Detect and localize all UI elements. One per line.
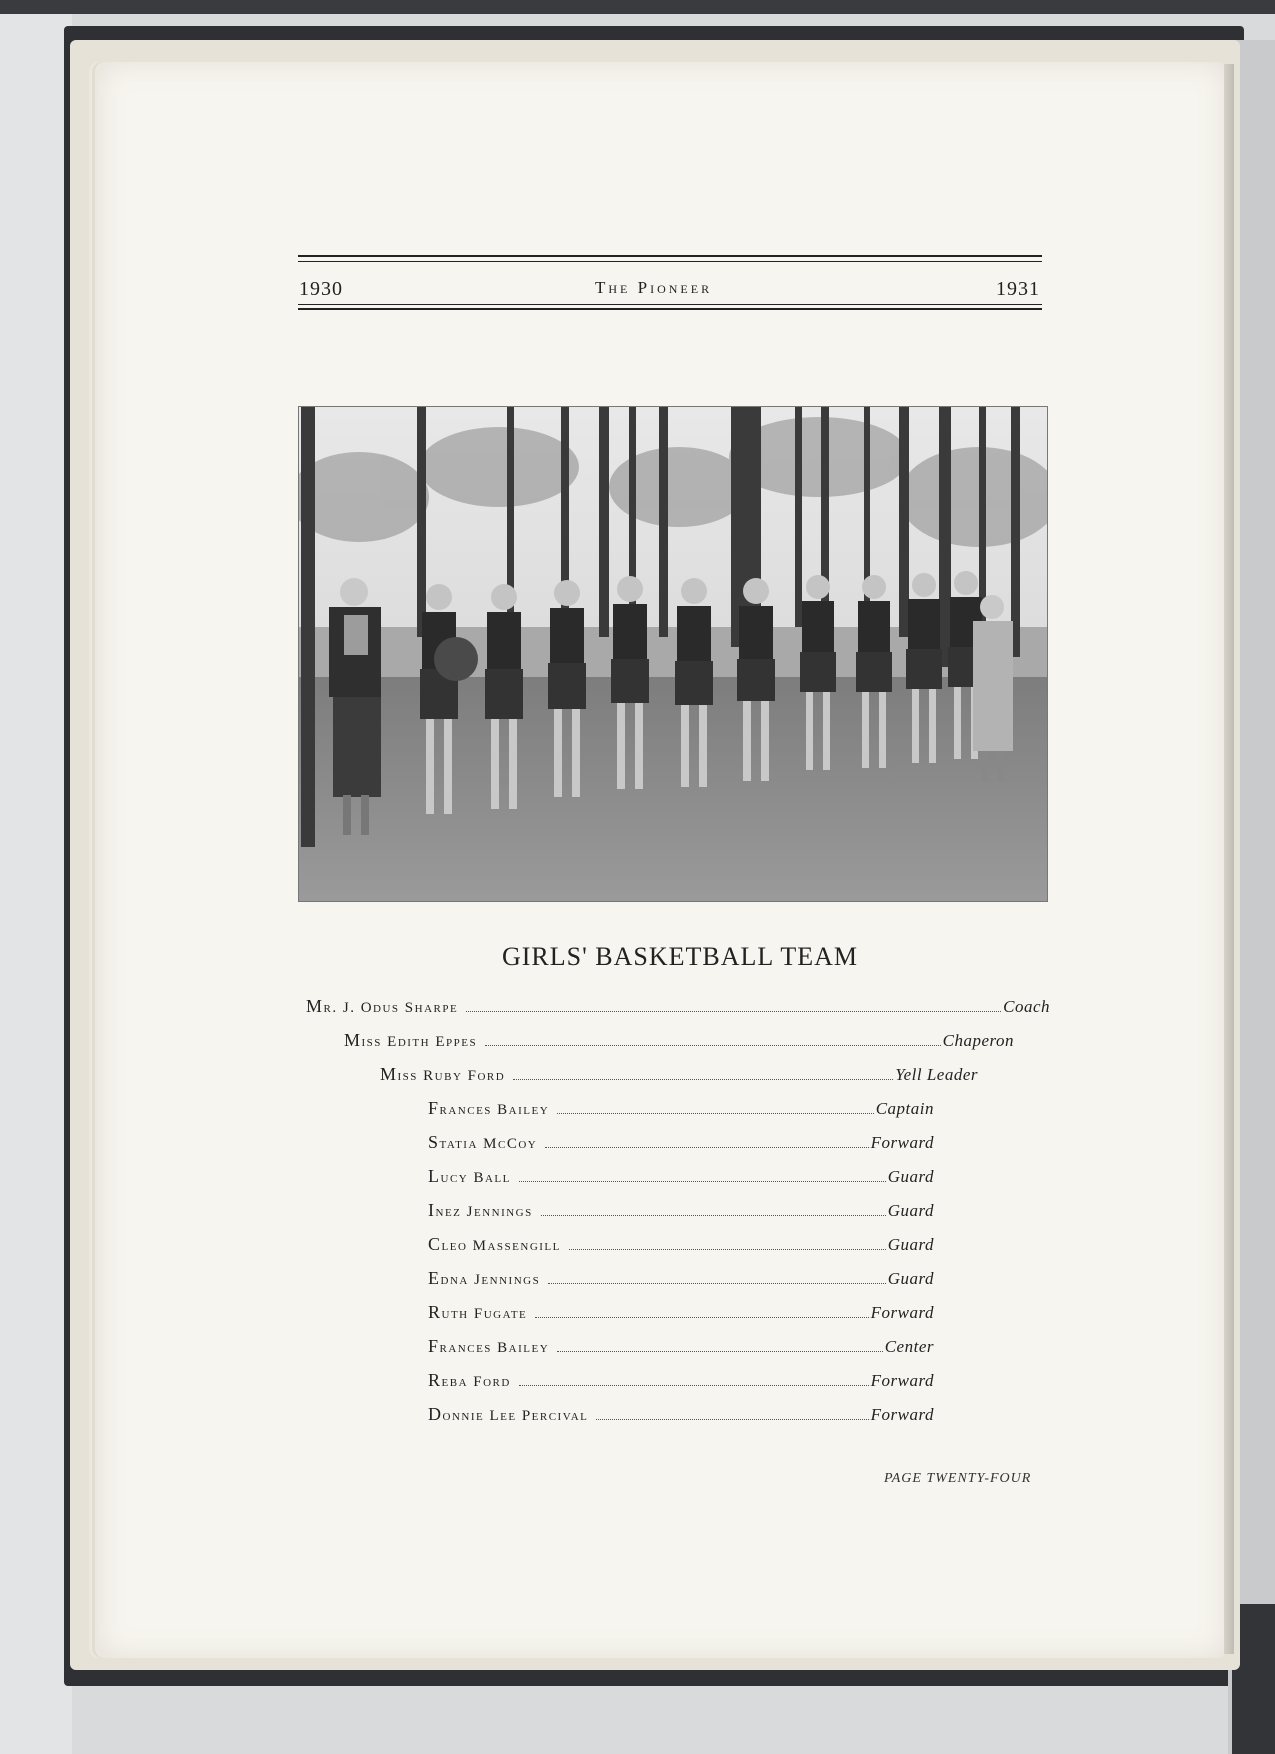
leader-dots: [519, 1180, 886, 1182]
roster-name: Donnie Lee Percival: [428, 1404, 589, 1424]
leader-dots: [545, 1146, 868, 1148]
roster-name: Lucy Ball: [428, 1166, 511, 1186]
roster-row: [428, 1404, 934, 1428]
roster-role: Forward: [870, 1133, 934, 1152]
leader-dots: [548, 1282, 886, 1284]
roster-role: Yell Leader: [895, 1065, 978, 1084]
leader-dots: [541, 1214, 886, 1216]
leader-dots: [535, 1316, 868, 1318]
leader-dots: [519, 1384, 869, 1386]
leader-dots: [569, 1248, 886, 1250]
roster-row: [428, 1098, 934, 1122]
roster-name: Frances Bailey: [428, 1098, 550, 1118]
roster-row: [344, 1030, 1014, 1054]
running-title: The Pioneer: [595, 278, 713, 297]
roster-role: Forward: [870, 1405, 934, 1424]
scan-background: [0, 14, 72, 1754]
roster-name: Cleo Massengill: [428, 1234, 561, 1254]
page-number: PAGE TWENTY-FOUR: [884, 1471, 1032, 1486]
scan-top-edge: [0, 0, 1275, 14]
team-photograph: [298, 406, 1048, 902]
team-heading: GIRLS' BASKETBALL TEAM: [501, 942, 859, 971]
leader-dots: [557, 1112, 874, 1114]
roster-row: [428, 1268, 934, 1292]
roster-role: Guard: [887, 1201, 934, 1220]
roster-row: [428, 1166, 934, 1190]
roster-name: Reba Ford: [428, 1370, 511, 1390]
header-year-left: 1930: [299, 278, 343, 300]
header-rule-bottom-thin: [298, 304, 1042, 305]
roster-role: Guard: [887, 1269, 934, 1288]
roster-name: Ruth Fugate: [428, 1302, 528, 1322]
roster-row: [380, 1064, 978, 1088]
leader-dots: [513, 1078, 893, 1080]
roster-name: Statia McCoy: [428, 1132, 538, 1152]
roster-name: Miss Ruby Ford: [380, 1064, 506, 1084]
roster-row: [428, 1370, 934, 1394]
header-rule-top: [298, 255, 1042, 257]
leader-dots: [485, 1044, 941, 1046]
leader-dots: [557, 1350, 883, 1352]
roster-name: Mr. J. Odus Sharpe: [306, 996, 459, 1016]
roster-row: [428, 1234, 934, 1258]
roster-name: Inez Jennings: [428, 1200, 533, 1220]
roster-row: [428, 1302, 934, 1326]
roster-role: Guard: [887, 1167, 934, 1186]
roster-row: [428, 1132, 934, 1156]
header-rule-bottom: [298, 308, 1042, 310]
roster-row: [428, 1336, 934, 1360]
roster-role: Captain: [875, 1099, 934, 1118]
roster-name: Frances Bailey: [428, 1336, 550, 1356]
roster-role: Guard: [887, 1235, 934, 1254]
roster-row: [306, 996, 1050, 1020]
roster-role: Chaperon: [942, 1031, 1014, 1050]
roster-role: Coach: [1003, 997, 1050, 1016]
roster-role: Forward: [870, 1303, 934, 1322]
leader-dots: [466, 1010, 1001, 1012]
roster-row: [428, 1200, 934, 1224]
leader-dots: [596, 1418, 868, 1420]
roster-role: Forward: [870, 1371, 934, 1390]
roster-name: Edna Jennings: [428, 1268, 541, 1288]
page-gutter: [1224, 64, 1234, 1654]
header-rule-top-thin: [298, 261, 1042, 262]
roster-name: Miss Edith Eppes: [344, 1030, 478, 1050]
roster-role: Center: [884, 1337, 934, 1356]
header-year-right: 1931: [996, 278, 1040, 300]
